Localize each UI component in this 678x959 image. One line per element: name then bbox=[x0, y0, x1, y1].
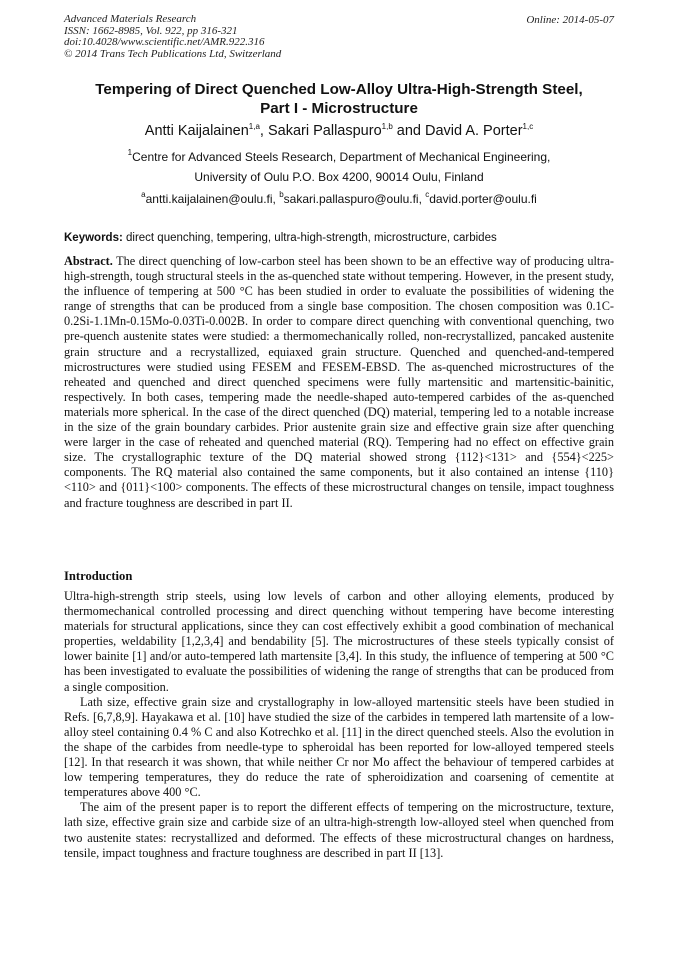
author-affil-sup: 1,b bbox=[381, 122, 393, 131]
paragraph: Ultra-high-strength strip steels, using low levels of carbon and other alloying elements, produced by thermomechanical controlled processing and direct quenching without tempering have become interesting materials for structural applications, since they can cost effectively exhibit a good combination of mechanical properties, weldability [1,2,3,4] and bendability [5]. The microstructures of these steels typically consist of lower bainite [1] and/or auto-tempered lath martensite [3,4]. In this study, the influence of tempering at 500 °C has been investigated to evaluate the possibilities of widening the range of strengths that can be produced from a single composition. bbox=[64, 589, 614, 694]
keywords bbox=[64, 232, 497, 244]
section-heading: Introduction bbox=[64, 569, 133, 583]
affiliation-line-1: $^1$Centre for Advanced Steels Research, Department of Mechanical Engineering, bbox=[127, 148, 551, 164]
affil-sup: 1 bbox=[127, 148, 133, 157]
keywords-label: Keywords: bbox=[64, 232, 123, 244]
copyright: © 2014 Trans Tech Publications Ltd, Switzerland bbox=[64, 47, 282, 60]
email-link[interactable]: antti.kaijalainen@oulu.fi, bbox=[145, 192, 280, 206]
title-line-1: Tempering of Direct Quenched Low-Alloy Ultra-High-Strength Steel, bbox=[95, 81, 583, 98]
abstract-text: The direct quenching of low-carbon steel has been shown to be an effective way of producing ultra-high-strength, tough structural steels in the as-quenched state without tempering. However, in the present study, the influence of tempering at 500 °C has been studied in order to evaluate the possibilities of widening the range of strengths that can be produced from a single base composition. The chosen composition was 0.1C-0.2Si-1.1Mn-0.15Mo-0.03Ti-0.002B. In order to compare direct quenching with conventional quenching, two pre-quench austenite states were studied: a thermomechanically rolled, non-recrystallized, pancaked austenite grain structure and a recrystallized, equiaxed grain structure. Quenched and quenched-and-tempered microstructures were studied using FESEM and FESEM-EBSD. The as-quenched microstructures of the reheated and quenched and direct quenched specimens were fully martensitic and martensitic-bainitic, respectively. In both cases, tempering made the needle-shaped auto-tempered carbides of the as-quenched materials more spherical. In the case of the direct quenched (DQ) material, tempering led to a notable increase in the size of the grain boundary carbides. Prior austenite grain size and effective grain size after quenching were larger in the case of reheated and quenched material (RQ). Tempering had no effect on effective grain size. The crystallographic texture of the DQ material showed strong {112}<131> and {554}<225> components. The RQ material also contained the same components, but it also contained an intense {110}<110> and {011}<100> components. The effects of these microstructural changes on tensile, impact toughness and fracture toughness are described in part II. bbox=[64, 254, 614, 510]
journal-name: Advanced Materials Research bbox=[64, 13, 197, 25]
email-link[interactable]: sakari.pallaspuro@oulu.fi, bbox=[283, 192, 426, 206]
author-list bbox=[40, 123, 638, 139]
paragraph: Lath size, effective grain size and crystallography in low-alloyed martensitic steels have been studied in Refs. [6,7,8,9]. Hayakawa et al. [10] have studied the size of the carbides in tempered lath martensite of a low-alloy steel containing 0.4 % C and also Kotrechko et al. [11] in the direct quenched steels. Also the evolution in the shape of the carbides from needle-type to spheroidal has been reported for low-alloyed tempered steels [12]. In that research it was shown, that while neither Cr nor Mo affect the behaviour of tempered carbides at low tempering temperatures, they do reduce the rate of spheroidization and coarsening of cementite at temperatures above 400 °C. bbox=[64, 694, 614, 800]
author-name: Antti Kaijalainen bbox=[144, 123, 249, 139]
author-separator: , bbox=[259, 123, 268, 139]
title-line-2: Part I - Microstructure bbox=[260, 100, 418, 117]
abstract-label: Abstract. bbox=[64, 254, 113, 268]
author-affil-sup: 1,c bbox=[522, 122, 534, 131]
doi: doi:10.4028/www.scientific.net/AMR.922.316 bbox=[64, 36, 265, 49]
online-date: Online: 2014-05-07 bbox=[526, 14, 614, 26]
issn: ISSN: 1662-8985, Vol. 922, pp 316-321 bbox=[64, 24, 238, 37]
abstract bbox=[64, 254, 614, 511]
paragraph: The aim of the present paper is to report the different effects of tempering on the microstructure, texture, lath size, effective grain size and carbide size of an ultra-high-strength low-alloyed steel when quenched from two austenite states: recrystallized and deformed. The effects of these microstructural changes on hardness, tensile, impact toughness and fracture toughness are described in part II [13]. bbox=[64, 800, 614, 860]
author-name: Sakari Pallaspuro bbox=[267, 123, 382, 139]
email-line: $^a$antti.kaijalainen@oulu.fi, $^b$sakari.pallaspuro@oulu.fi, $^c$david.porter@oulu.fi bbox=[141, 190, 537, 206]
email-link[interactable]: david.porter@oulu.fi bbox=[429, 192, 537, 206]
journal-header bbox=[64, 14, 281, 60]
keywords-text: direct quenching, tempering, ultra-high-strength, microstructure, carbides bbox=[122, 232, 497, 244]
paper-title bbox=[40, 80, 638, 118]
introduction-body bbox=[64, 589, 614, 861]
author-affil-sup: 1,a bbox=[248, 122, 260, 131]
affiliation-line-2: University of Oulu P.O. Box 4200, 90014 Oulu, Finland bbox=[194, 170, 484, 184]
author-separator: and bbox=[392, 123, 426, 139]
author-name: David A. Porter bbox=[425, 123, 523, 139]
